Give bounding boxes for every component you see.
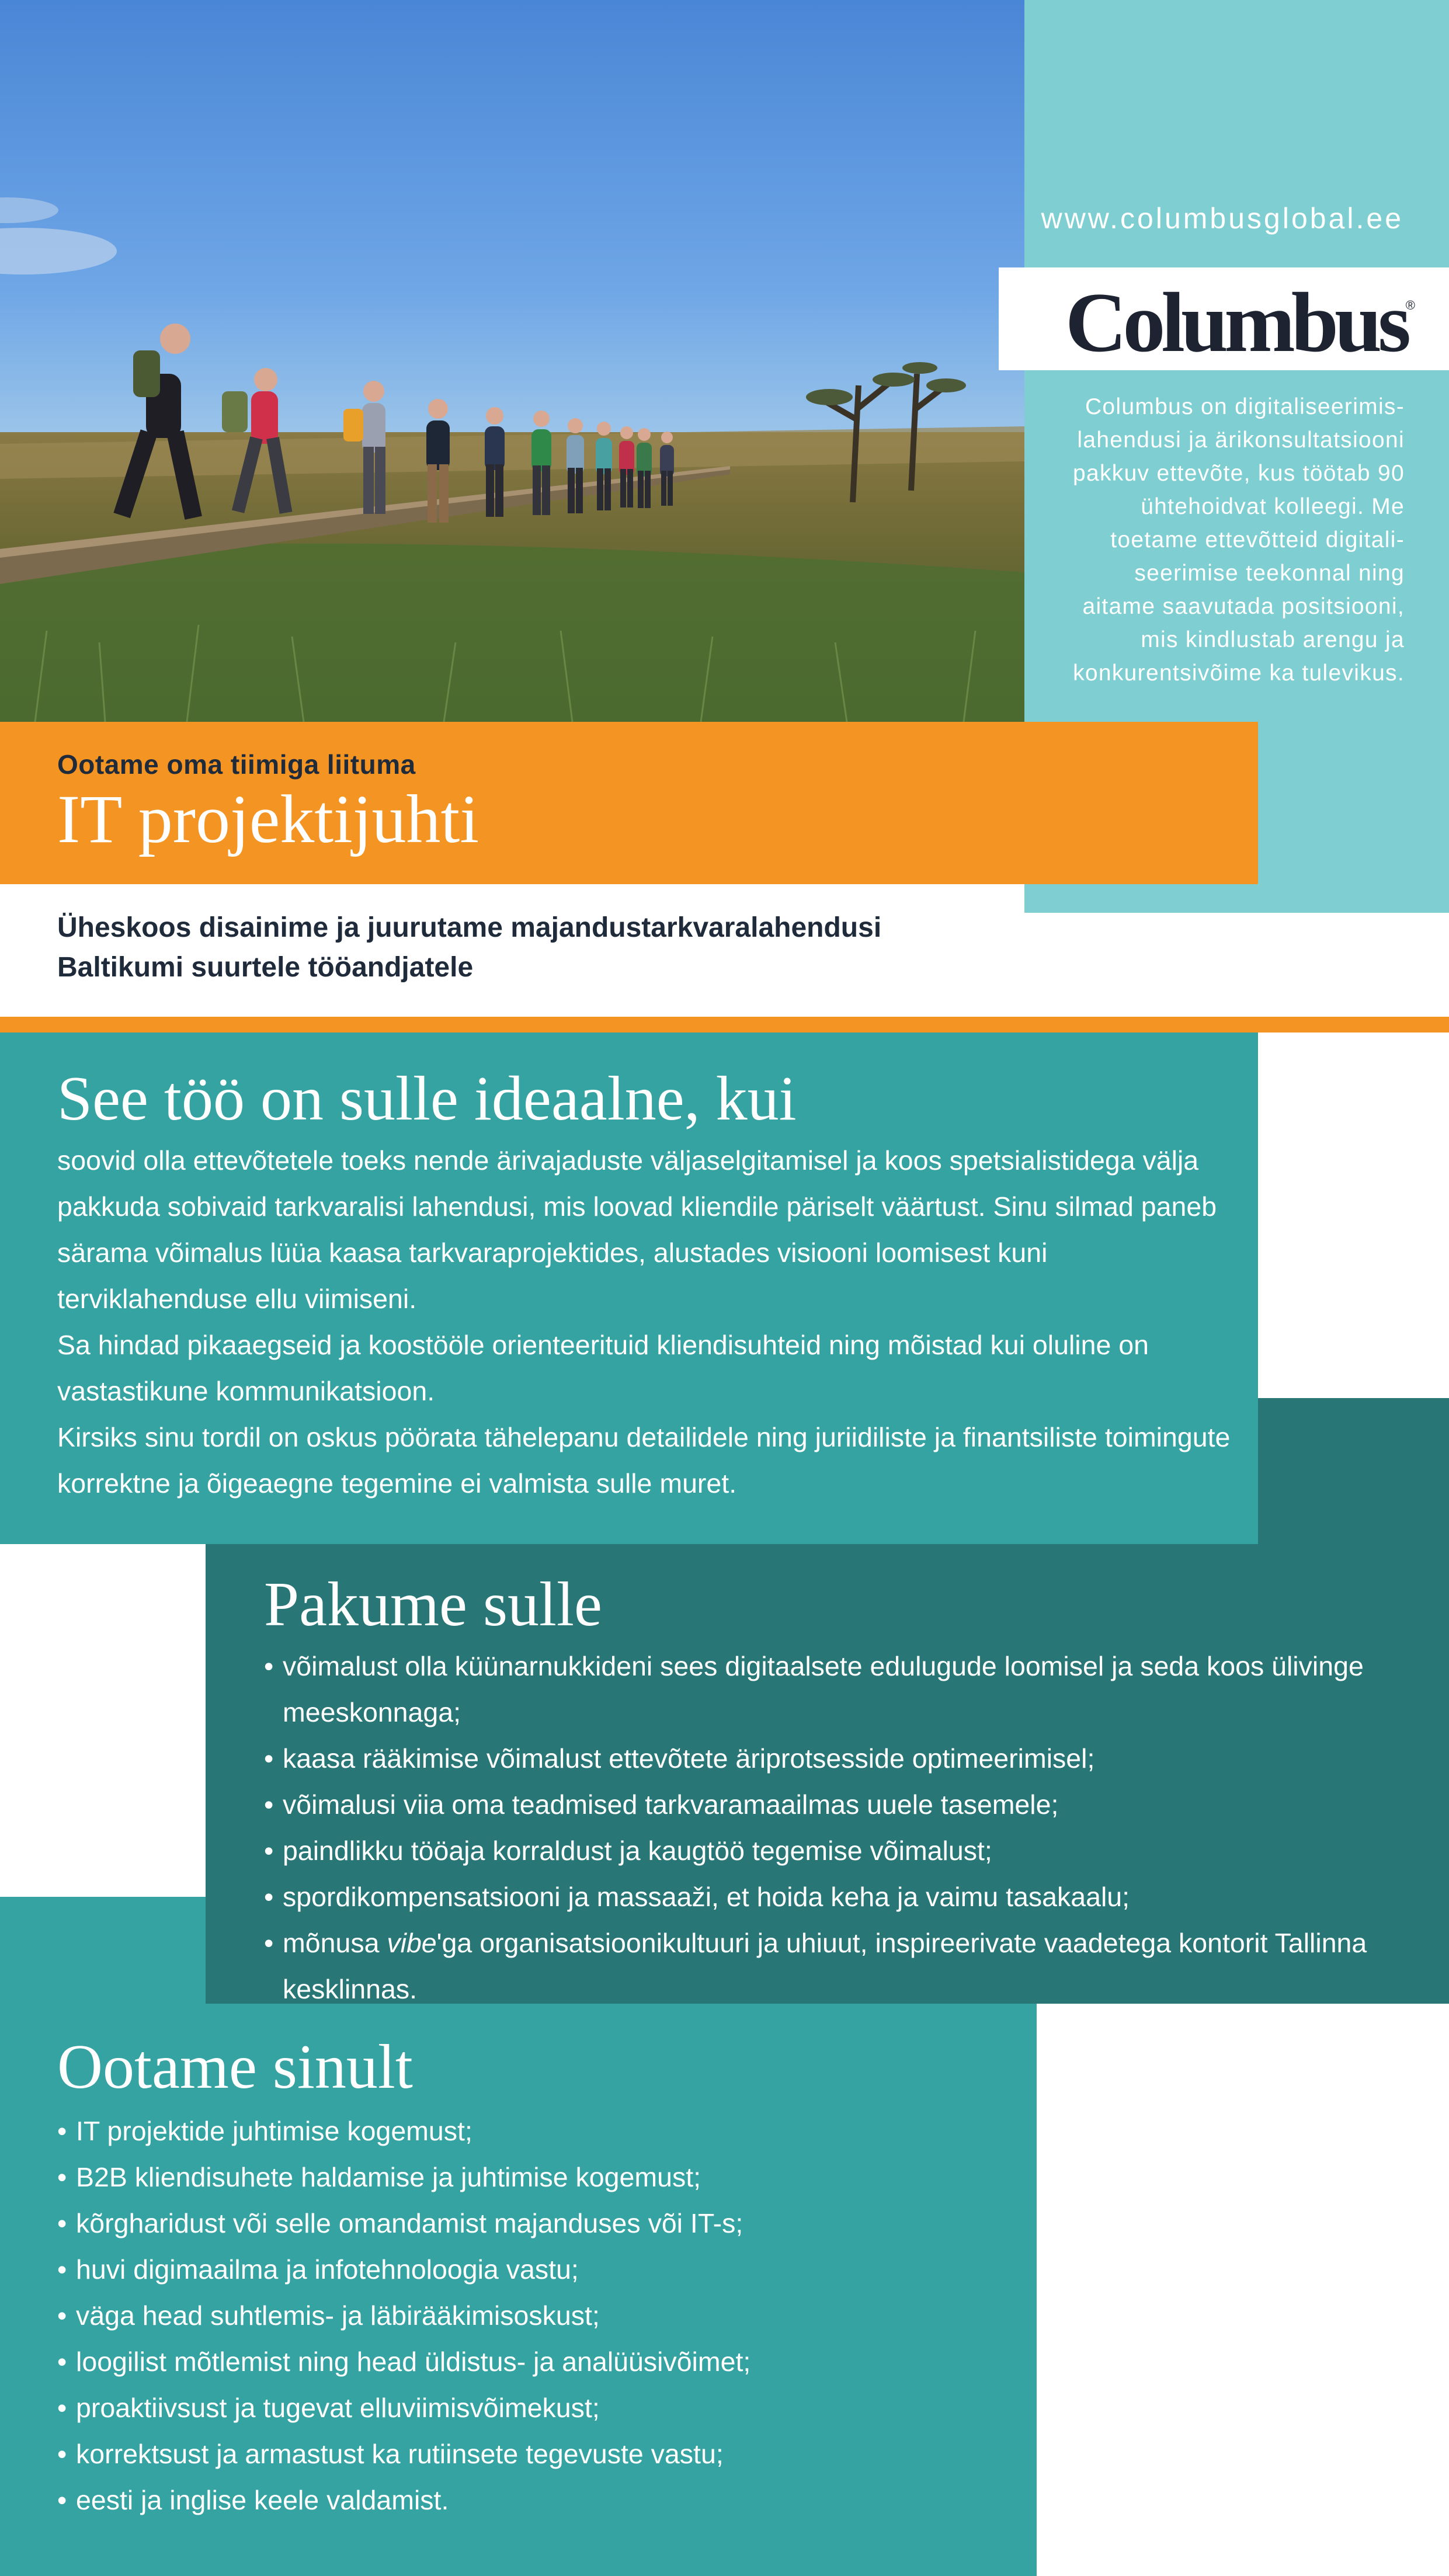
hero-photo — [0, 0, 1024, 722]
company-description-line: pakkuv ettevõte, kus töötab 90 — [1072, 461, 1405, 486]
company-description-line: Columbus on digitaliseerimis- — [1085, 394, 1405, 419]
list-item: • eesti ja inglise keele valdamist. — [57, 2477, 1015, 2523]
columbus-logo — [999, 267, 1449, 370]
list-item-text: 'ga organisatsioonikultuuri ja uhiuut, inspireerivate vaadetega kontorit Tallinna kesklinnas. — [283, 1928, 1367, 2004]
requirements-heading: Ootame sinult — [57, 2032, 413, 2102]
list-item: • IT projektide juhtimise kogemust; — [57, 2108, 1015, 2154]
company-description-line: konkurentsivõime ka tulevikus. — [1073, 660, 1405, 686]
company-description-line: ühtehoidvat kolleegi. Me — [1141, 494, 1405, 519]
ideal-paragraph: Kirsiks sinu tordil on oskus pöörata tähelepanu detailidele ning juriidiliste ja finantsiliste toimingute korrektne ja õigeaegne tegemine ei valmista sulle muret. — [57, 1422, 1231, 1499]
list-item: • loogilist mõtlemist ning head üldistus- ja analüüsivõimet; — [57, 2339, 1015, 2385]
list-item: • korrektsust ja armastust ka rutiinsete tegevuste vastu; — [57, 2431, 1015, 2477]
intro-line: Üheskoos disainime ja juurutame majandustarkvaralahendusi — [57, 912, 882, 943]
offer-list — [264, 1643, 1426, 2012]
ideal-candidate-section — [0, 1033, 1258, 1544]
ideal-paragraph: Sa hindad pikaaegseid ja koostööle orienteerituid kliendisuhteid ning mõistad kui oluline on vastastikune kommunikatsioon. — [57, 1330, 1149, 1406]
company-description-line: aitame saavutada positsiooni, — [1082, 594, 1405, 619]
list-item: • väga head suhtlemis- ja läbirääkimisoskust; — [57, 2293, 1015, 2339]
website-link[interactable]: www.columbusglobal.ee — [1041, 202, 1403, 235]
list-item — [264, 1920, 1426, 2012]
logo-registered-mark: ® — [1405, 298, 1415, 312]
list-item: • proaktiivsust ja tugevat elluviimisvõimekust; — [57, 2385, 1015, 2431]
offer-section — [206, 1544, 1449, 2004]
company-description-line: toetame ettevõtteid digitali- — [1110, 527, 1405, 552]
company-description-line: lahendusi ja ärikonsultatsiooni — [1077, 427, 1405, 453]
offer-heading: Pakume sulle — [264, 1570, 602, 1639]
vibe-emphasis: vibe — [387, 1928, 437, 1958]
orange-divider — [0, 1017, 1449, 1033]
list-item: • võimalust olla küünarnukkideni sees digitaalsete edulugude loomisel ja seda koos ülivinge meeskonnaga; — [264, 1643, 1426, 1736]
requirements-list — [57, 2108, 1015, 2523]
hikers-on-boardwalk-image — [0, 0, 1024, 722]
banner-subtitle: Ootame oma tiimiga liituma — [57, 749, 416, 780]
list-item: • spordikompensatsiooni ja massaaži, et hoida keha ja vaimu tasakaalu; — [264, 1874, 1426, 1920]
ideal-heading: See töö on sulle ideaalne, kui — [57, 1064, 797, 1134]
list-item: • kaasa rääkimise võimalust ettevõtete äriprotsesside optimeerimisel; — [264, 1736, 1426, 1782]
offer-section-accent — [1258, 1398, 1449, 1544]
list-item: • B2B kliendisuhete haldamise ja juhtimise kogemust; — [57, 2154, 1015, 2200]
logo-wordmark: Columbus — [1065, 275, 1407, 370]
list-item-text: mõnusa — [283, 1928, 387, 1958]
company-description-line: seerimise teekonnal ning — [1134, 561, 1405, 586]
intro-line: Baltikumi suurtele tööandjatele — [57, 952, 474, 983]
company-description-line: mis kindlustab arengu ja — [1141, 627, 1405, 652]
job-title: IT projektijuhti — [57, 781, 479, 857]
list-item: • võimalusi viia oma teadmised tarkvaramaailmas uuele tasemele; — [264, 1782, 1426, 1828]
ideal-paragraph: soovid olla ettevõtetele toeks nende ärivajaduste väljaselgitamisel ja koos spetsialistidega välja pakkuda sobivaid tarkvaralisi lahendusi, mis loovad kliendile päriselt väärtust. Sinu silmad paneb särama võimalus lüüa kaasa tarkvaraprojektides, alustades visiooni loomisest kuni terviklahenduse ellu viimiseni. — [57, 1145, 1217, 1314]
list-item: • kõrgharidust või selle omandamist majanduses või IT-s; — [57, 2200, 1015, 2247]
list-item: • paindlikku tööaja korraldust ja kaugtöö tegemise võimalust; — [264, 1828, 1426, 1874]
company-description — [1043, 390, 1405, 690]
intro-text — [57, 908, 881, 988]
list-item: • huvi digimaailma ja infotehnoloogia vastu; — [57, 2247, 1015, 2293]
